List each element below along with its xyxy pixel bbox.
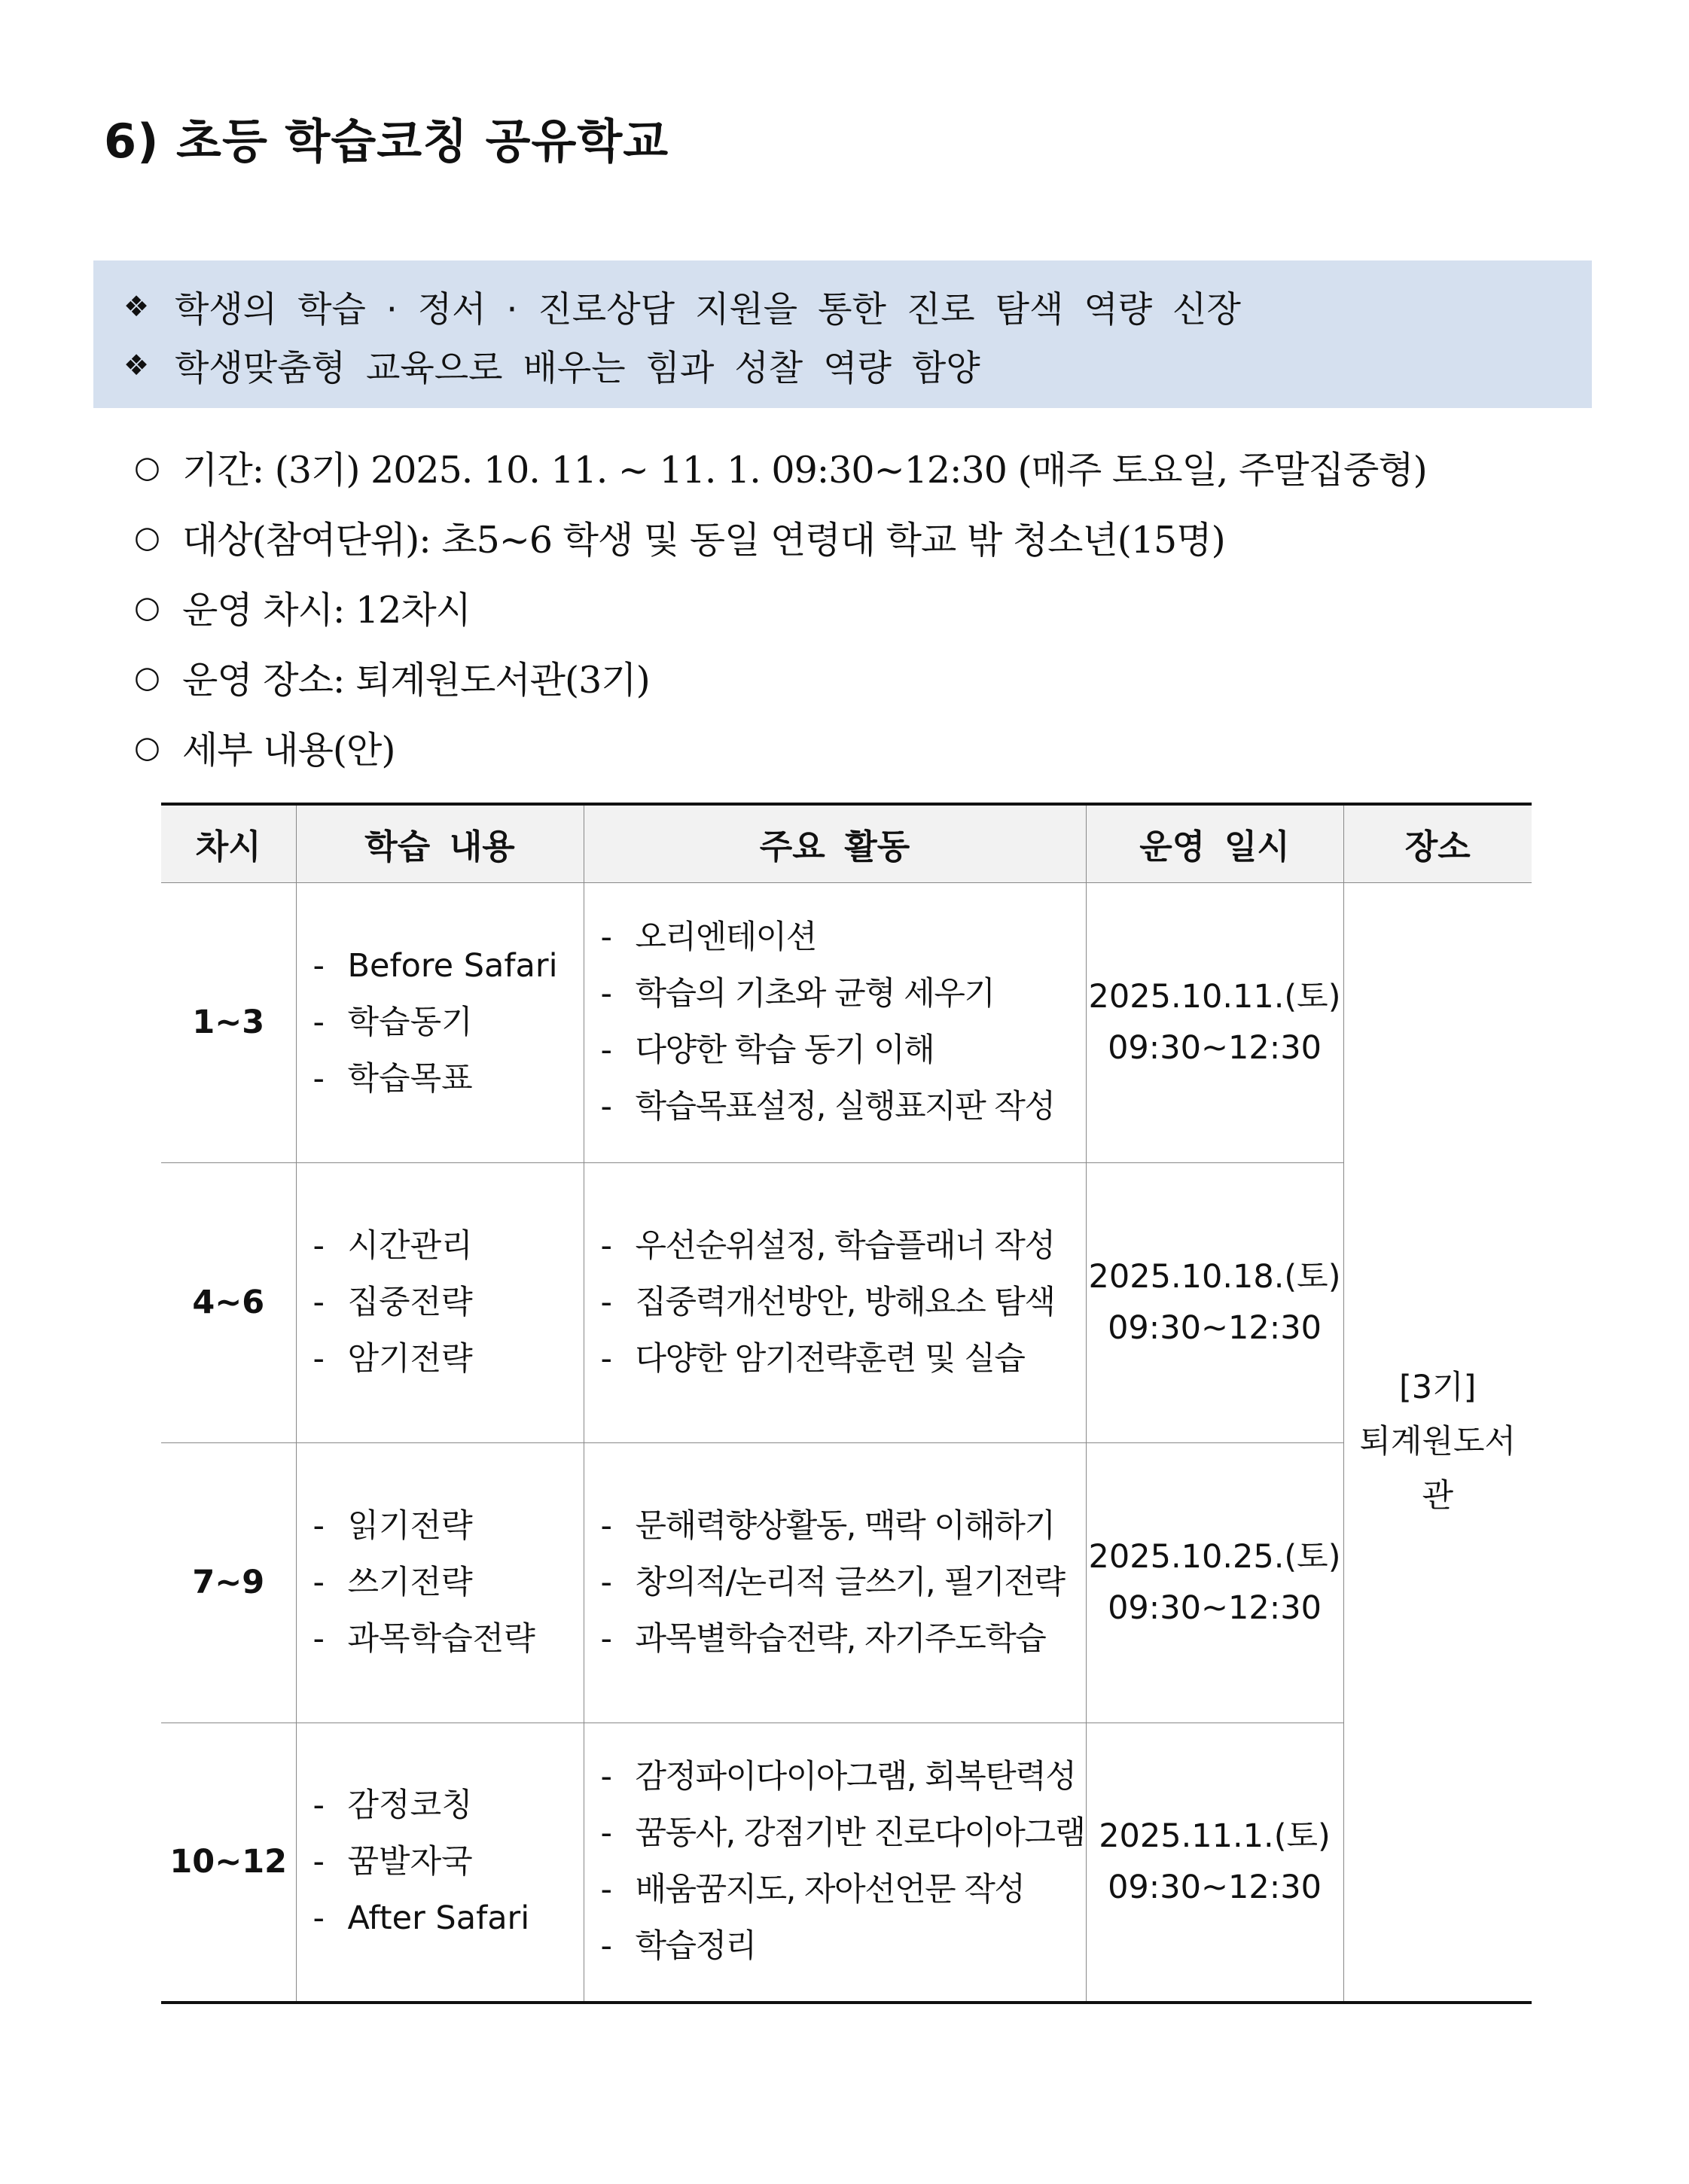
summary-line xyxy=(93,277,1592,336)
content-cell xyxy=(296,1162,584,1442)
activities-cell xyxy=(584,1162,1086,1442)
dash-bullet: - xyxy=(312,1786,325,1824)
list-item xyxy=(601,1218,1085,1275)
summary-box xyxy=(93,260,1592,408)
list-item-text: 과목별학습전략, 자기주도학습 xyxy=(635,1619,1046,1658)
list-item xyxy=(313,995,583,1051)
list-item xyxy=(313,938,583,995)
info-text: 기간: (3기) 2025. 10. 11. ~ 11. 1. 09:30~12:30 (매주 토요일, 주말집중형) xyxy=(182,448,1427,492)
dash-bullet: - xyxy=(312,1059,325,1098)
schedule-table xyxy=(161,803,1532,2004)
list-item xyxy=(313,1331,583,1387)
summary-text: 학생맞춤형 교육으로 배우는 힘과 성찰 역량 함양 xyxy=(175,347,980,389)
list-item xyxy=(601,1022,1085,1079)
info-list xyxy=(134,432,1427,782)
summary-text: 학생의 학습 · 정서 · 진로상담 지원을 통한 진로 탐색 역량 신장 xyxy=(175,288,1241,330)
list-item xyxy=(601,1498,1085,1555)
list-item-text: 암기전략 xyxy=(347,1339,473,1378)
list-item xyxy=(313,1218,583,1275)
time-text: 09:30~12:30 xyxy=(1108,1589,1322,1627)
place-text: 퇴계원도서관 xyxy=(1359,1423,1517,1515)
content-cell xyxy=(296,1723,584,2003)
dash-bullet: - xyxy=(312,1339,325,1378)
header-datetime: 운영 일시 xyxy=(1086,804,1343,882)
list-item-text: 꿈동사, 강점기반 진로다이아그램 xyxy=(635,1814,1085,1853)
table-row xyxy=(161,882,1532,1162)
dash-bullet: - xyxy=(600,1563,611,1601)
list-item xyxy=(601,1862,1085,1918)
dash-bullet: - xyxy=(312,1226,325,1265)
list-item-text: 시간관리 xyxy=(347,1226,473,1265)
summary-line xyxy=(93,336,1592,394)
list-item xyxy=(601,1918,1085,1975)
dash-bullet: - xyxy=(312,1899,325,1937)
list-item-text: 창의적/논리적 글쓰기, 필기전략 xyxy=(635,1563,1065,1601)
activities-cell xyxy=(584,882,1086,1162)
dash-bullet: - xyxy=(312,1283,325,1321)
info-text: 운영 장소: 퇴계원도서관(3기) xyxy=(182,658,650,702)
list-item xyxy=(601,1749,1085,1805)
list-item-text: 다양한 암기전략훈련 및 실습 xyxy=(635,1339,1025,1378)
table-row xyxy=(161,1162,1532,1442)
list-item xyxy=(601,966,1085,1022)
list-item-text: 학습목표설정, 실행표지판 작성 xyxy=(635,1088,1055,1126)
datetime-cell xyxy=(1086,1723,1343,2003)
list-item-text: 쓰기전략 xyxy=(347,1563,473,1601)
circle-bullet-icon: ○ xyxy=(134,730,160,765)
info-details xyxy=(134,712,1427,782)
list-item xyxy=(313,1275,583,1331)
list-item-text: Before Safari xyxy=(347,946,558,985)
list-item-text: 학습정리 xyxy=(635,1927,756,1966)
list-item-text: 집중전략 xyxy=(347,1283,473,1321)
info-location xyxy=(134,642,1427,712)
info-text: 대상(참여단위): 초5~6 학생 및 동일 연령대 학교 밖 청소년(15명) xyxy=(182,518,1225,562)
session-cell: 1~3 xyxy=(161,882,296,1162)
session-cell: 7~9 xyxy=(161,1442,296,1723)
circle-bullet-icon: ○ xyxy=(134,589,160,625)
dash-bullet: - xyxy=(600,1283,611,1321)
list-item xyxy=(313,1834,583,1890)
list-item-text: 오리엔테이션 xyxy=(635,918,816,956)
header-content: 학습 내용 xyxy=(296,804,584,882)
datetime-cell xyxy=(1086,1442,1343,1723)
table-row xyxy=(161,1723,1532,2003)
date-text: 2025.10.25.(토) xyxy=(1088,1538,1341,1576)
dash-bullet: - xyxy=(600,1031,611,1069)
list-item xyxy=(313,1498,583,1555)
list-item xyxy=(313,1611,583,1668)
list-item-text: 집중력개선방안, 방해요소 탐색 xyxy=(635,1283,1055,1321)
list-item xyxy=(601,1555,1085,1611)
dash-bullet: - xyxy=(600,975,611,1013)
place-cell xyxy=(1343,882,1532,2003)
list-item-text: 꿈발자국 xyxy=(347,1842,473,1881)
list-item xyxy=(601,1611,1085,1668)
session-cell: 10~12 xyxy=(161,1723,296,2003)
list-item-text: 학습목표 xyxy=(347,1059,473,1098)
list-item-text: 우선순위설정, 학습플래너 작성 xyxy=(635,1226,1055,1265)
list-item-text: 과목학습전략 xyxy=(347,1619,535,1658)
dash-bullet: - xyxy=(600,1339,611,1378)
info-period xyxy=(134,432,1427,502)
dash-bullet: - xyxy=(600,918,611,956)
list-item-text: 감정코칭 xyxy=(347,1786,473,1824)
dash-bullet: - xyxy=(600,1871,611,1909)
activities-cell xyxy=(584,1723,1086,2003)
place-text: [3기] xyxy=(1399,1369,1477,1407)
dash-bullet: - xyxy=(600,1814,611,1853)
header-session: 차시 xyxy=(161,804,296,882)
list-item-text: 다양한 학습 동기 이해 xyxy=(635,1031,934,1069)
time-text: 09:30~12:30 xyxy=(1108,1029,1322,1067)
circle-bullet-icon: ○ xyxy=(134,449,160,485)
circle-bullet-icon: ○ xyxy=(134,659,160,695)
info-sessions xyxy=(134,572,1427,642)
table-header-row xyxy=(161,804,1532,882)
diamond-bullet-icon: ❖ xyxy=(123,349,150,382)
diamond-bullet-icon: ❖ xyxy=(123,290,150,323)
dash-bullet: - xyxy=(600,1619,611,1658)
dash-bullet: - xyxy=(600,1927,611,1966)
dash-bullet: - xyxy=(312,1003,325,1041)
dash-bullet: - xyxy=(600,1758,611,1796)
header-activities: 주요 활동 xyxy=(584,804,1086,882)
date-text: 2025.10.18.(토) xyxy=(1088,1258,1341,1296)
dash-bullet: - xyxy=(312,1842,325,1881)
list-item xyxy=(313,1051,583,1107)
header-place: 장소 xyxy=(1343,804,1532,882)
dash-bullet: - xyxy=(600,1226,611,1265)
circle-bullet-icon: ○ xyxy=(134,519,160,555)
info-text: 세부 내용(안) xyxy=(182,728,395,772)
dash-bullet: - xyxy=(312,946,325,985)
list-item-text: 배움꿈지도, 자아선언문 작성 xyxy=(635,1871,1025,1909)
list-item xyxy=(601,1331,1085,1387)
dash-bullet: - xyxy=(600,1506,611,1545)
list-item-text: 감정파이다이아그램, 회복탄력성 xyxy=(635,1758,1076,1796)
time-text: 09:30~12:30 xyxy=(1108,1309,1322,1347)
activities-cell xyxy=(584,1442,1086,1723)
page-title: 6) 초등 학습코칭 공유학교 xyxy=(104,114,669,169)
content-cell xyxy=(296,1442,584,1723)
list-item xyxy=(601,1275,1085,1331)
dash-bullet: - xyxy=(312,1619,325,1658)
list-item xyxy=(313,1890,583,1947)
list-item-text: After Safari xyxy=(347,1899,530,1937)
datetime-cell xyxy=(1086,1162,1343,1442)
list-item xyxy=(601,909,1085,966)
table-row xyxy=(161,1442,1532,1723)
dash-bullet: - xyxy=(312,1563,325,1601)
dash-bullet: - xyxy=(600,1088,611,1126)
info-text: 운영 차시: 12차시 xyxy=(182,588,471,632)
list-item xyxy=(601,1079,1085,1135)
list-item-text: 읽기전략 xyxy=(347,1506,473,1545)
list-item xyxy=(601,1805,1085,1862)
date-text: 2025.11.1.(토) xyxy=(1099,1817,1331,1856)
list-item-text: 학습의 기초와 균형 세우기 xyxy=(635,975,995,1013)
datetime-cell xyxy=(1086,882,1343,1162)
list-item xyxy=(313,1555,583,1611)
list-item-text: 문해력향상활동, 맥락 이해하기 xyxy=(635,1506,1055,1545)
info-target xyxy=(134,502,1427,572)
list-item xyxy=(313,1777,583,1834)
time-text: 09:30~12:30 xyxy=(1108,1869,1322,1907)
date-text: 2025.10.11.(토) xyxy=(1088,978,1341,1016)
list-item-text: 학습동기 xyxy=(347,1003,473,1041)
dash-bullet: - xyxy=(312,1506,325,1545)
content-cell xyxy=(296,882,584,1162)
session-cell: 4~6 xyxy=(161,1162,296,1442)
